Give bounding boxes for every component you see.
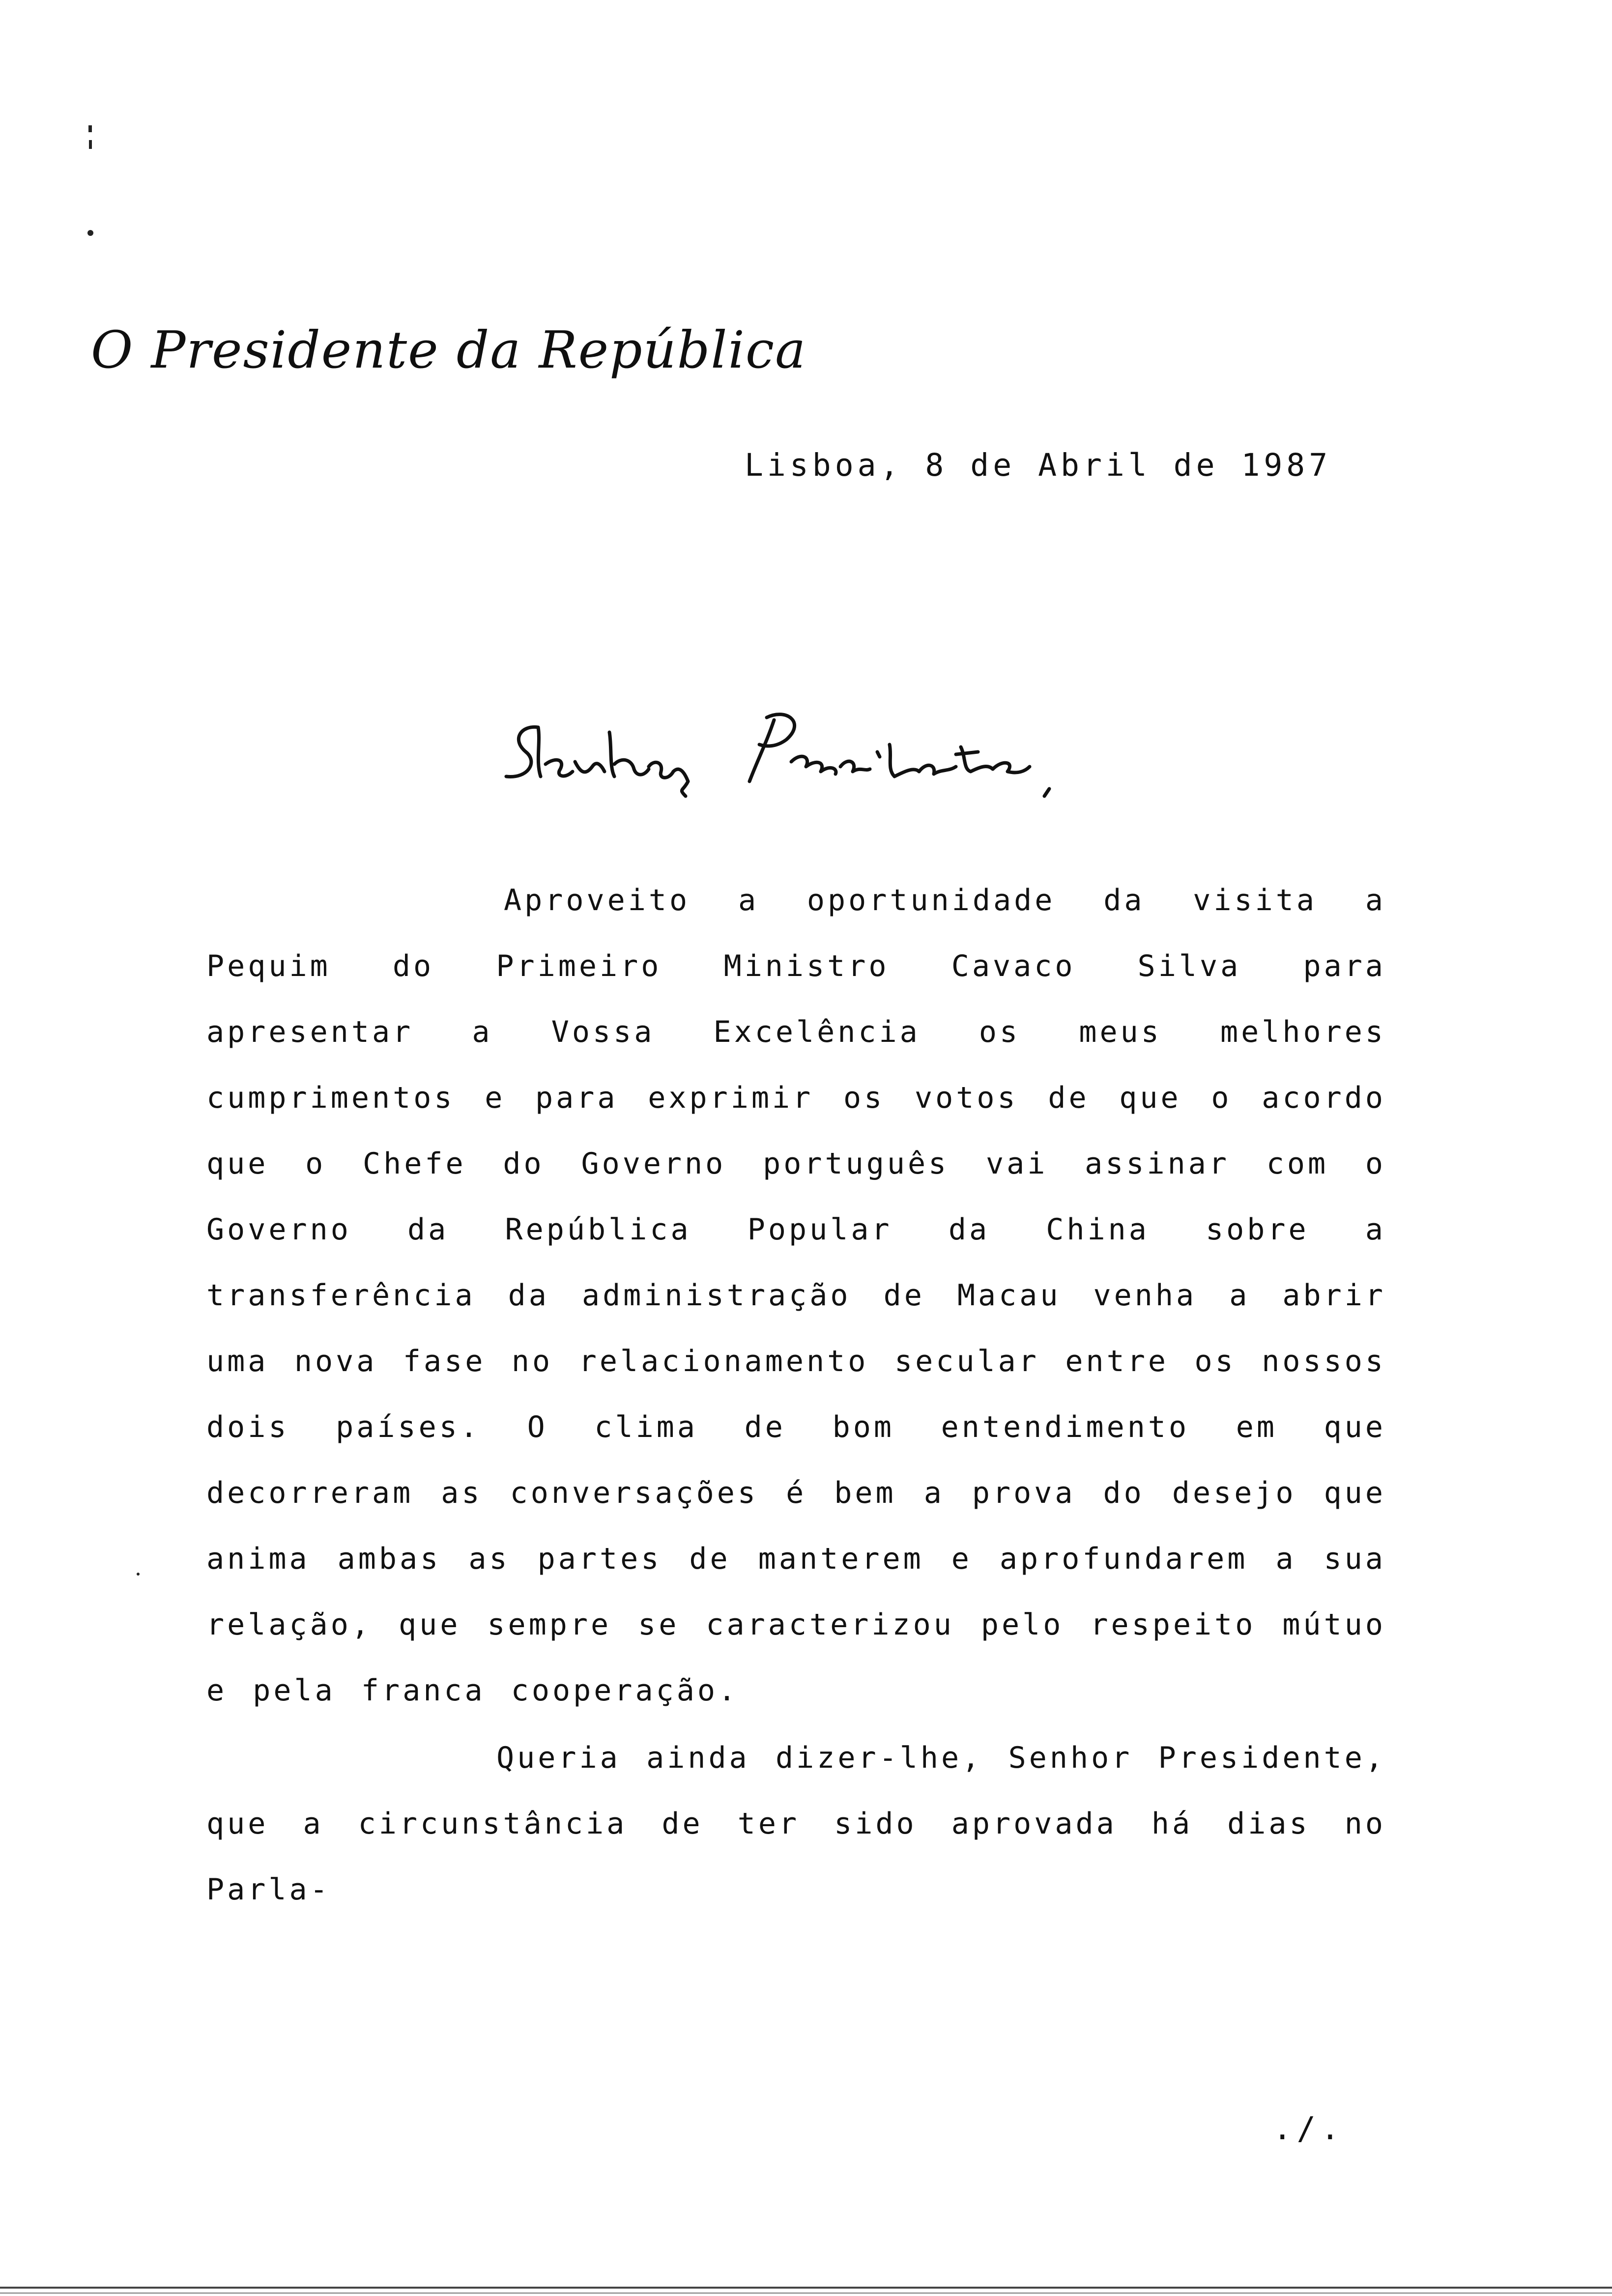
body-paragraph-1: Aproveito a oportunidade da visita a Pequim do Primeiro Ministro Cavaco Silva para apresentar a Vossa Excelência os meus melhores cumprimentos e para exprimir os votos de que o acordo que o Chefe do Governo português vai assinar com o Governo da República Popular da China sobre a transferência da administração de Macau venha a abrir uma nova fase no relacionamento secular entre os nossos dois países. O clima de bom entendimento em que decorreram as conversações é bem a prova do desejo que anima ambas as partes de manterem e aprofundarem a sua relação, que sempre se caracterizou pelo respeito mútuo e pela franca cooperação. [206, 883, 1386, 1708]
scan-mark [89, 140, 92, 149]
page-bottom-edge [0, 2293, 1612, 2294]
page-bottom-edge [0, 2287, 1612, 2289]
handwritten-salutation [491, 698, 1130, 806]
scan-mark [137, 1573, 140, 1576]
scan-mark [87, 230, 93, 236]
letterhead: O Presidente da República [91, 320, 807, 380]
date-line: Lisboa, 8 de Abril de 1987 [745, 447, 1332, 483]
continuation-mark: ./. [1273, 2111, 1345, 2147]
scan-mark [88, 125, 92, 132]
body-paragraph-2: Queria ainda dizer-lhe, Senhor Presidente, que a circunstância de ter sido aprovada há dias no Parla- [206, 1741, 1386, 1907]
